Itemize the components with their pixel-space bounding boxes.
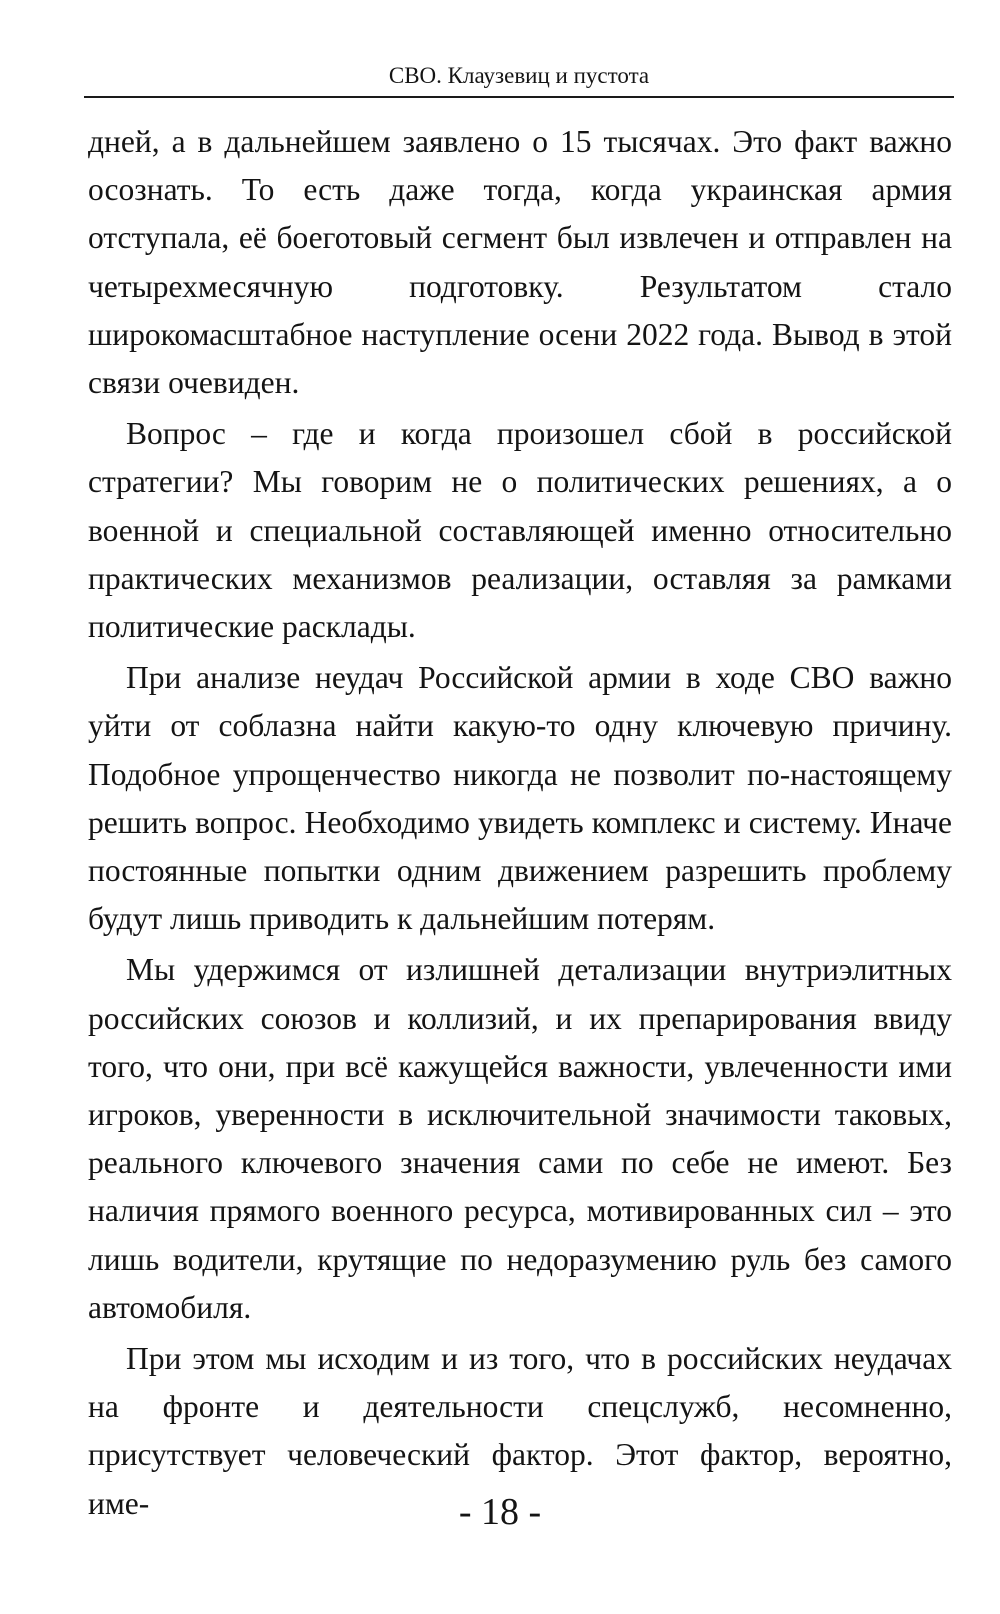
paragraph-4: Мы удержимся от излишней детализации внутриэлитных российских союзов и коллизий, и их препарирования ввиду того, что они, при всё кажущейся важности, увлеченности ими игроков, уверенности в исключительной значимости таковых, реального ключевого значения сами по себе не имеют. Без наличия прямого военного ресурса, мотивированных сил – это лишь водители, крутящие по недоразумению руль без самого автомобиля. [88,952,952,1325]
page-body [88,118,952,1528]
paragraph-1: дней, а в дальнейшем заявлено о 15 тысячах. Это факт важно осознать. То есть даже тогда, когда украинская армия отступала, её боеготовый сегмент был извлечен и отправлен на четырехмесячную подготовку. Результатом стало широкомасштабное наступление осени 2022 года. Вывод в этой связи очевиден. [88,124,952,401]
paragraph-5: При этом мы исходим и из того, что в российских неудачах на фронте и деятельности спецслужб, несомненно, присутствует человеческий фактор. Этот фактор, вероятно, име- [88,1341,952,1521]
page-number: - 18 - [458,1491,542,1533]
header-rule [84,96,954,98]
paragraph-3: При анализе неудач Российской армии в ходе СВО важно уйти от соблазна найти какую-то одну ключевую причину. Подобное упрощенчество никогда не позволит по-настоящему решить вопрос. Необходимо увидеть комплекс и систему. Иначе постоянные попытки одним движением разрешить проблему будут лишь приводить к дальнейшим потерям. [88,660,952,937]
running-header: СВО. Клаузевиц и пустота [388,63,650,88]
paragraph-2: Вопрос – где и когда произошел сбой в российской стратегии? Мы говорим не о политических решениях, а о военной и специальной составляющей именно относительно практических механизмов реализации, оставляя за рамками политические расклады. [88,416,952,645]
